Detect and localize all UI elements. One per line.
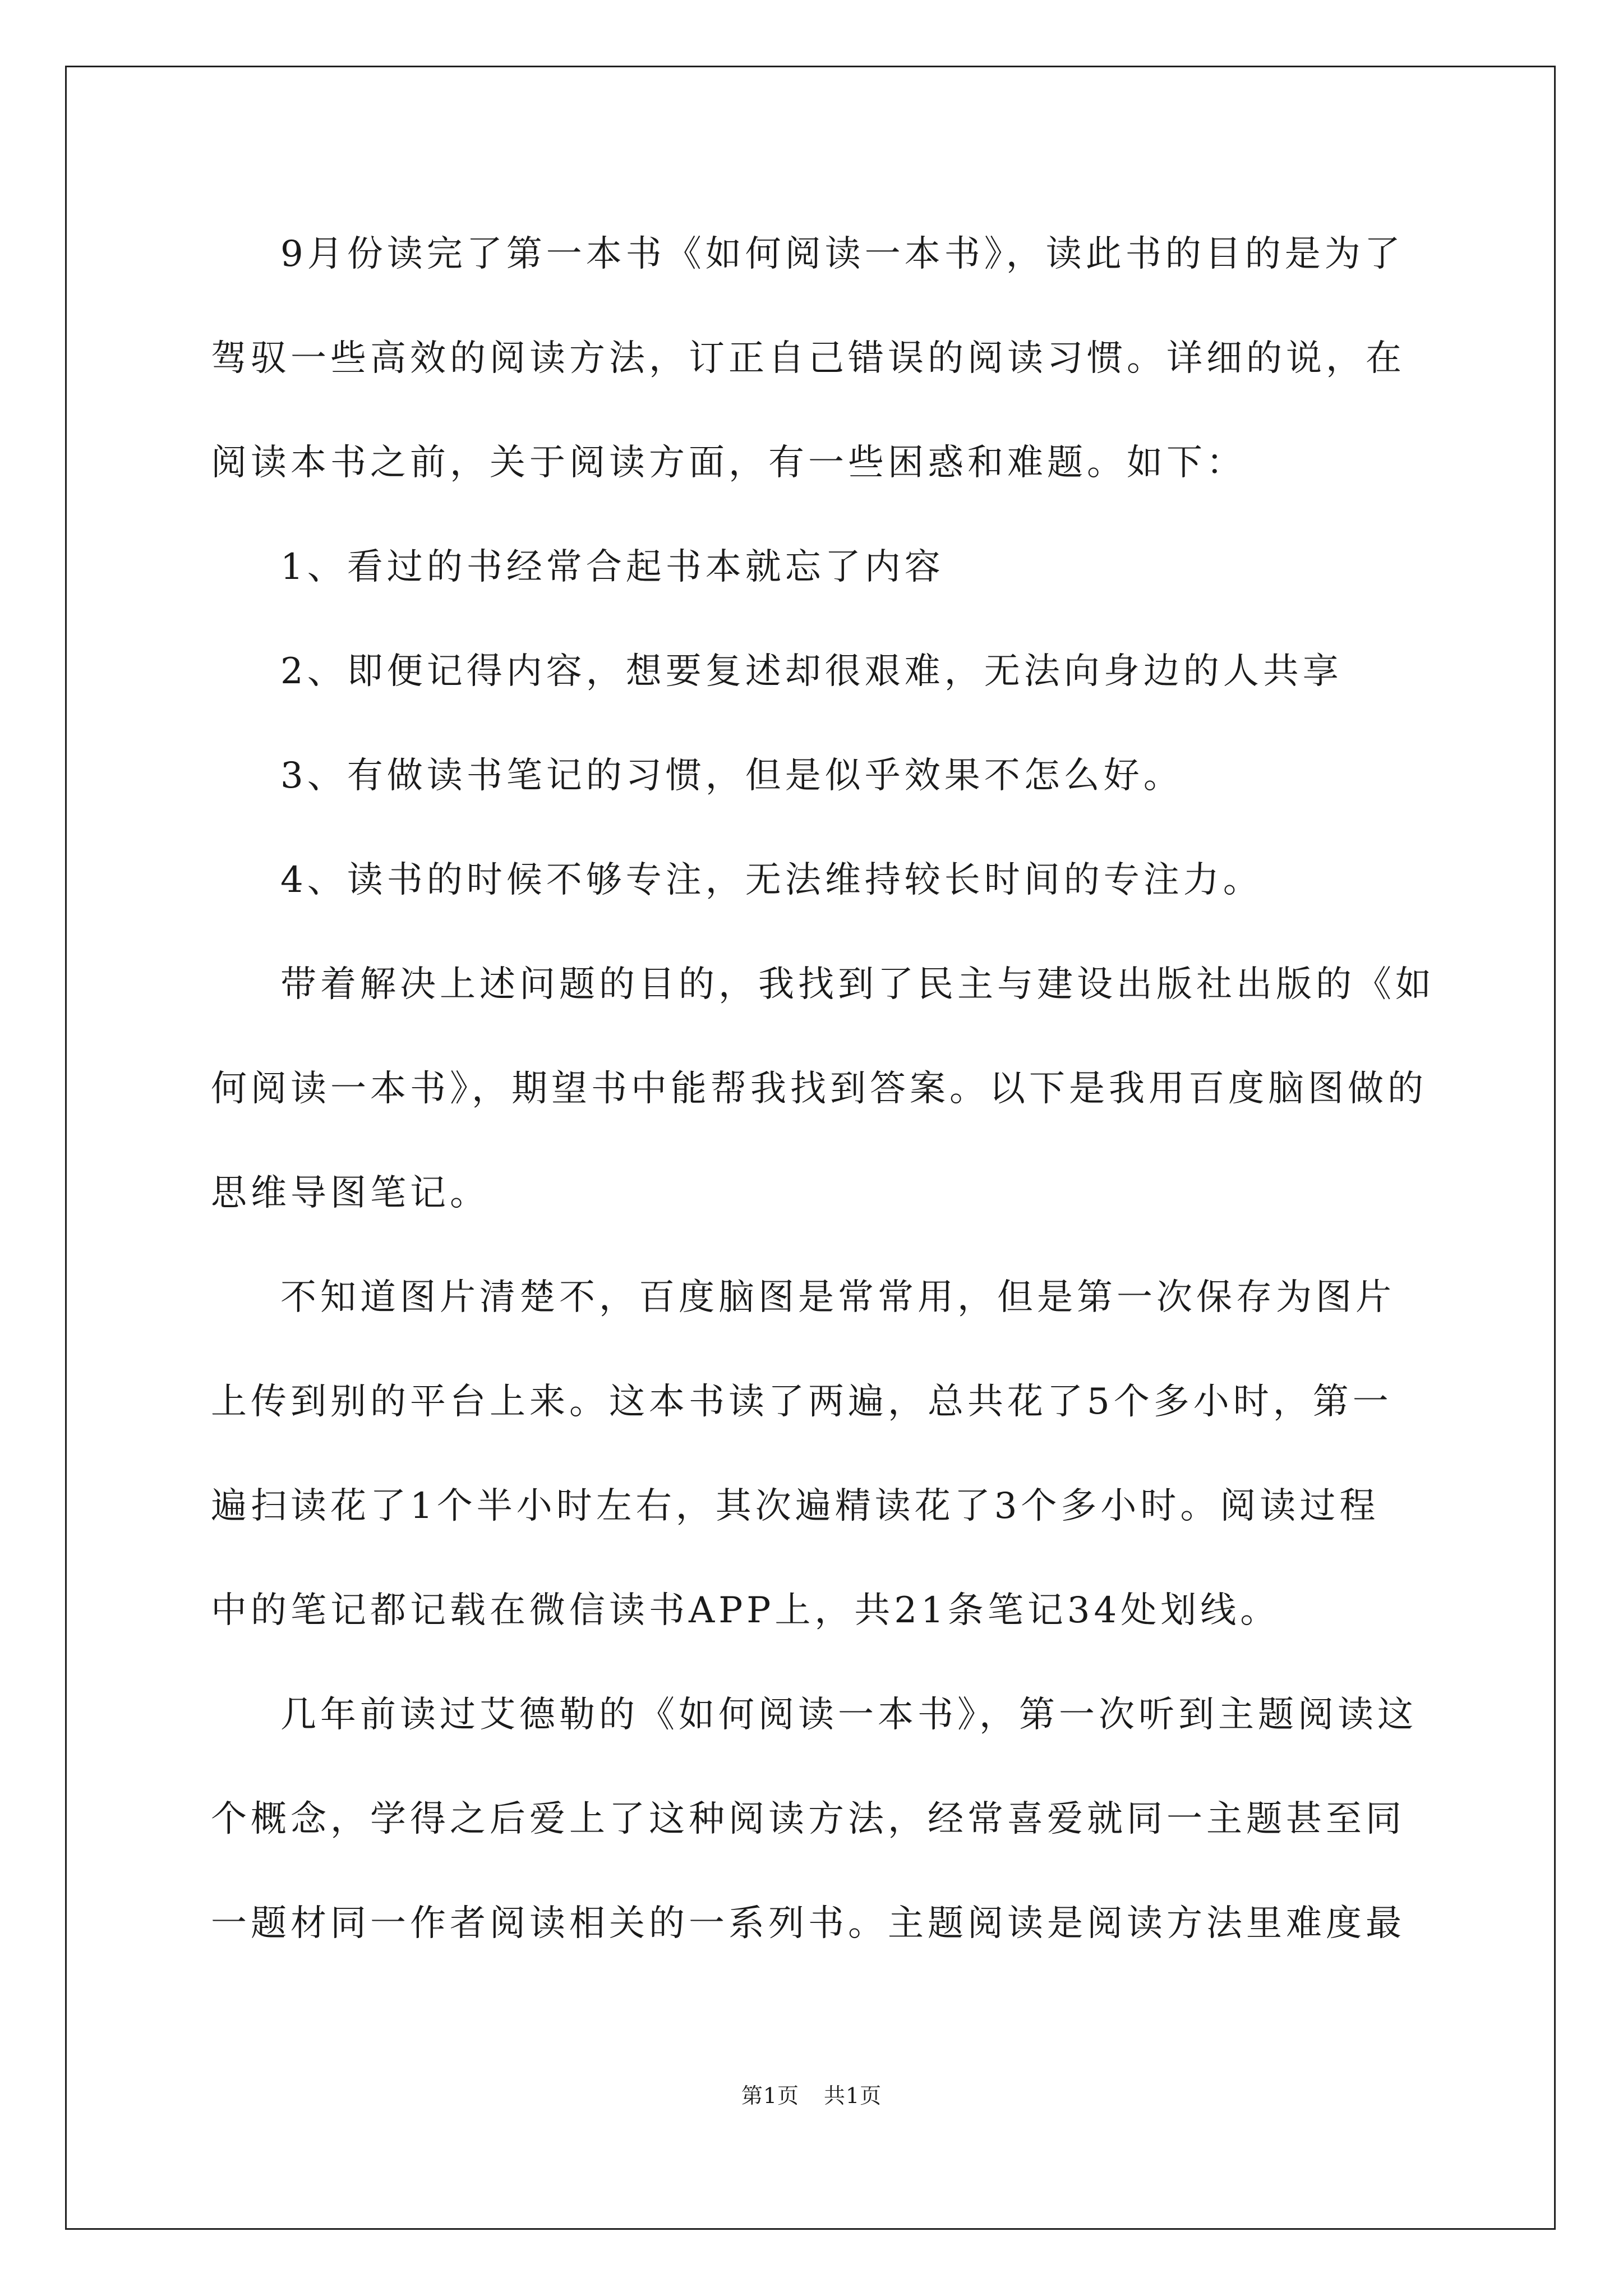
text-line: 4、读书的时候不够专注，无法维持较长时间的专注力。 [280, 859, 1263, 901]
text-line: 驾驭一些高效的阅读方法，订正自己错误的阅读习惯。详细的说，在 [211, 338, 1405, 379]
text-line: 一题材同一作者阅读相关的一系列书。主题阅读是阅读方法里难度最 [211, 1903, 1405, 1944]
text-line: 9月份读完了第一本书《如何阅读一本书》，读此书的目的是为了 [280, 233, 1404, 275]
list-item-1 [211, 515, 1445, 619]
text-line: 上传到别的平台上来。这本书读了两遍，总共花了5个多小时，第一 [211, 1381, 1393, 1423]
page-number: 第1页 [741, 2083, 799, 2108]
text-line: 思维导图笔记。 [211, 1172, 490, 1214]
list-item-4 [211, 828, 1445, 932]
text-line: 1、看过的书经常合起书本就忘了内容 [280, 546, 944, 588]
text-line: 遍扫读花了1个半小时左右，其次遍精读花了3个多小时。阅读过程 [211, 1485, 1380, 1527]
text-line: 阅读本书之前，关于阅读方面，有一些困惑和难题。如下： [211, 442, 1246, 484]
text-line: 带着解决上述问题的目的，我找到了民主与建设出版社出版的《如 [280, 964, 1435, 1005]
list-item-3 [211, 724, 1445, 828]
text-line: 不知道图片清楚不，百度脑图是常常用，但是第一次保存为图片 [280, 1277, 1395, 1318]
paragraph-reading-time [211, 1245, 1445, 1663]
paragraph-intro [211, 202, 1445, 515]
text-line: 几年前读过艾德勒的《如何阅读一本书》，第一次听到主题阅读这 [280, 1694, 1417, 1736]
document-body [211, 202, 1445, 1976]
page-footer [0, 2078, 1623, 2109]
text-line: 中的笔记都记载在微信读书APP上，共21条笔记34处划线。 [211, 1590, 1280, 1631]
text-line: 2、即便记得内容，想要复述却很艰难，无法向身边的人共享 [280, 651, 1343, 692]
list-item-2 [211, 619, 1445, 724]
text-line: 何阅读一本书》，期望书中能帮我找到答案。以下是我用百度脑图做的 [211, 1068, 1427, 1110]
text-line: 个概念，学得之后爱上了这种阅读方法，经常喜爱就同一主题甚至同 [211, 1798, 1405, 1840]
page-total: 共1页 [824, 2083, 882, 2108]
text-line: 3、有做读书笔记的习惯，但是似乎效果不怎么好。 [280, 755, 1183, 797]
paragraph-purpose [211, 932, 1445, 1245]
paragraph-topic-reading [211, 1663, 1445, 1976]
